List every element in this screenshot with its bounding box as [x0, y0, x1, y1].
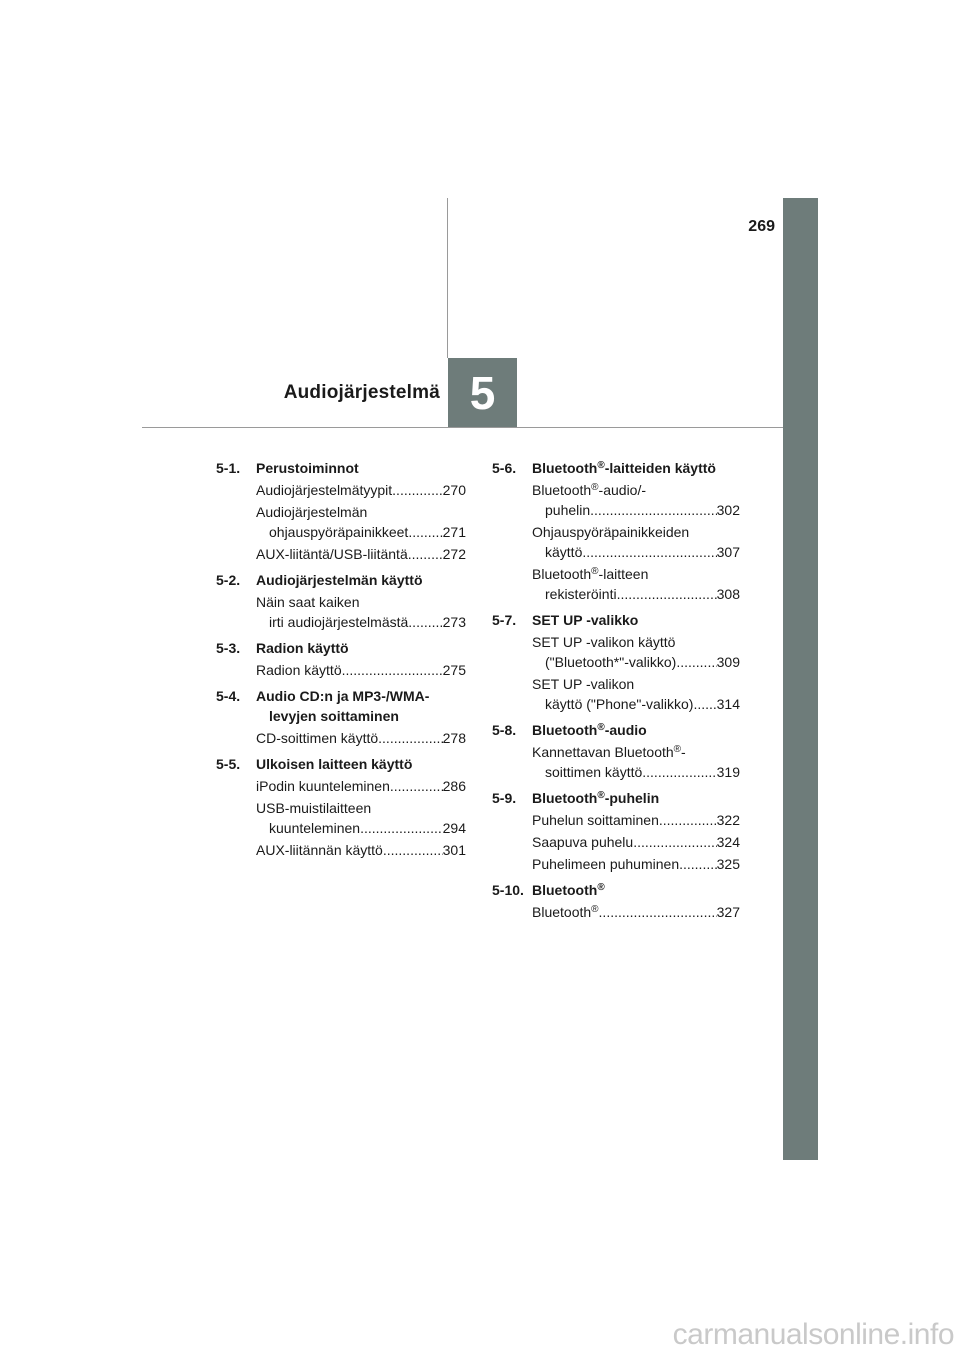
dot-leader [582, 542, 716, 562]
section-heading [216, 754, 466, 774]
toc-section [492, 720, 740, 782]
page-number: 269 [748, 218, 775, 235]
watermark: carmanualsonline.info [672, 1318, 954, 1351]
section-title [532, 788, 740, 808]
entry-line [532, 762, 740, 782]
entry-line [532, 500, 740, 520]
toc-entry [256, 660, 466, 680]
text-part: Bluetooth [532, 904, 592, 920]
entry-page-number: 272 [442, 546, 466, 562]
registered-mark: ® [591, 482, 599, 493]
registered-mark: ® [597, 460, 605, 471]
entry-text [532, 902, 599, 922]
entry-page-number: 327 [716, 904, 740, 920]
text-part: -audio [604, 722, 647, 738]
entry-line [532, 542, 740, 562]
text-part: -puhelin [604, 790, 660, 806]
entry-page-number: 275 [442, 662, 466, 678]
section-heading [492, 788, 740, 808]
toc-entry [532, 832, 740, 852]
toc-entry [256, 728, 466, 748]
entry-line [256, 818, 466, 838]
entry-text: irti audiojärjestelmästä [269, 614, 409, 630]
toc-section [492, 458, 740, 604]
section-number: 5-5. [216, 756, 241, 772]
dot-leader [342, 660, 443, 680]
text-part: Bluetooth [532, 482, 592, 498]
entry-line [532, 810, 740, 830]
text-part: Bluetooth [532, 566, 592, 582]
entry-page-number: 302 [716, 502, 740, 518]
entry-text: ("Bluetooth*"-valikko) [545, 654, 677, 670]
entry-page-number: 278 [442, 730, 466, 746]
entry-text: käyttö ("Phone"-valikko) [545, 696, 694, 712]
section-heading [492, 610, 740, 630]
dot-leader [679, 854, 717, 874]
section-number: 5-3. [216, 640, 241, 656]
toc-left-column [216, 458, 466, 866]
dot-leader [390, 776, 443, 796]
dot-leader [693, 694, 716, 714]
entry-text: käyttö [545, 544, 583, 560]
text-part: - [681, 744, 686, 760]
section-number: 5-10. [492, 882, 524, 898]
entry-line [256, 480, 466, 500]
entry-line [256, 522, 466, 542]
toc-entry [256, 840, 466, 860]
toc-section [216, 570, 466, 632]
entry-text: Puhelun soittaminen [532, 812, 659, 828]
toc-right-column [492, 458, 740, 928]
dot-leader [642, 762, 716, 782]
section-title: Perustoiminnot [256, 460, 359, 476]
toc-section [216, 754, 466, 860]
toc-entry [256, 592, 466, 632]
section-heading [216, 458, 466, 478]
entry-page-number: 271 [442, 524, 466, 540]
entry-page-number: 314 [716, 696, 740, 712]
toc-entry [256, 480, 466, 500]
entry-first-line: SET UP -valikon [532, 676, 635, 692]
entry-first-line [532, 480, 740, 500]
section-heading [492, 458, 740, 478]
section-title [532, 880, 740, 900]
text-part: -laitteiden käyttö [604, 460, 716, 476]
registered-mark: ® [591, 566, 599, 577]
entry-line [256, 728, 466, 748]
entry-text: Audiojärjestelmätyypit [256, 482, 393, 498]
toc-section [492, 788, 740, 874]
toc-entry [532, 742, 740, 782]
toc-entry [532, 902, 740, 922]
entry-line [532, 652, 740, 672]
entry-text: AUX-liitännän käyttö [256, 842, 383, 858]
chapter-side-tab [783, 198, 818, 1160]
entry-text: puhelin [545, 502, 591, 518]
section-number: 5-8. [492, 722, 517, 738]
dot-leader [392, 480, 442, 500]
text-part: Bluetooth [532, 722, 598, 738]
entry-line [256, 776, 466, 796]
horizontal-rule [142, 427, 783, 428]
entry-text: AUX-liitäntä/USB-liitäntä [256, 546, 408, 562]
entry-text: ohjauspyöräpainikkeet [269, 524, 409, 540]
entry-text: kuunteleminen [269, 820, 361, 836]
toc-section [492, 610, 740, 714]
section-number: 5-9. [492, 790, 517, 806]
dot-leader [408, 544, 443, 564]
chapter-number-box [448, 358, 517, 427]
entry-page-number: 307 [716, 544, 740, 560]
toc-section [216, 458, 466, 564]
dot-leader [378, 728, 442, 748]
registered-mark: ® [597, 882, 605, 893]
entry-page-number: 325 [716, 856, 740, 872]
registered-mark: ® [591, 904, 599, 915]
section-title [532, 458, 740, 478]
entry-line [532, 832, 740, 852]
registered-mark: ® [597, 790, 605, 801]
registered-mark: ® [673, 744, 682, 755]
entry-text: Puhelimeen puhuminen [532, 856, 680, 872]
section-number: 5-4. [216, 688, 241, 704]
registered-mark: ® [597, 722, 605, 733]
entry-page-number: 294 [442, 820, 466, 836]
entry-line [532, 584, 740, 604]
entry-line [256, 612, 466, 632]
toc-entry [532, 522, 740, 562]
dot-leader [383, 840, 443, 860]
toc-entry [256, 776, 466, 796]
toc-entry [532, 564, 740, 604]
section-title [532, 720, 740, 740]
text-part: -audio/- [598, 482, 647, 498]
entry-line [256, 840, 466, 860]
section-heading [216, 686, 466, 726]
entry-page-number: 322 [716, 812, 740, 828]
vertical-rule [447, 198, 448, 358]
entry-text: CD-soittimen käyttö [256, 730, 379, 746]
entry-page-number: 286 [442, 778, 466, 794]
entry-page-number: 270 [442, 482, 466, 498]
toc-section [216, 686, 466, 748]
entry-line [256, 544, 466, 564]
toc-section [492, 880, 740, 922]
toc-entry [532, 854, 740, 874]
entry-line [532, 902, 740, 922]
chapter-title: Audiojärjestelmä [283, 382, 440, 403]
entry-first-line: Audiojärjestelmän [256, 504, 368, 520]
text-part: Bluetooth [532, 790, 598, 806]
entry-first-line [532, 564, 740, 584]
section-heading [216, 570, 466, 590]
dot-leader [599, 902, 717, 922]
section-title: Audio CD:n ja MP3-/WMA-levyjen soittaminen [256, 688, 430, 724]
entry-text: rekisteröinti [545, 586, 617, 602]
toc-entry [256, 502, 466, 542]
toc-entry [532, 810, 740, 830]
entry-line [256, 660, 466, 680]
entry-first-line: Ohjauspyöräpainikkeiden [532, 524, 690, 540]
entry-first-line [532, 742, 740, 762]
dot-leader [633, 832, 716, 852]
section-title: Radion käyttö [256, 640, 349, 656]
chapter-number: 5 [469, 366, 496, 419]
toc-entry [256, 798, 466, 838]
entry-text: iPodin kuunteleminen [256, 778, 390, 794]
dot-leader [590, 500, 716, 520]
section-heading [216, 638, 466, 658]
dot-leader [408, 612, 442, 632]
section-number: 5-7. [492, 612, 517, 628]
section-number: 5-6. [492, 460, 517, 476]
dot-leader [617, 584, 717, 604]
dot-leader [360, 818, 443, 838]
text-part: Bluetooth [532, 460, 598, 476]
entry-text: Saapuva puhelu [532, 834, 634, 850]
entry-first-line: SET UP -valikon käyttö [532, 634, 676, 650]
text-part: Kannettavan Bluetooth [532, 744, 674, 760]
entry-page-number: 308 [716, 586, 740, 602]
section-heading [492, 720, 740, 740]
toc-entry [256, 544, 466, 564]
entry-page-number: 301 [442, 842, 466, 858]
section-number: 5-2. [216, 572, 241, 588]
section-number: 5-1. [216, 460, 241, 476]
dot-leader [659, 810, 717, 830]
section-title: SET UP -valikko [532, 612, 639, 628]
section-title: Ulkoisen laitteen käyttö [256, 756, 413, 772]
text-part: -laitteen [598, 566, 649, 582]
text-part: Bluetooth [532, 882, 598, 898]
section-heading [492, 880, 740, 900]
entry-text: soittimen käyttö [545, 764, 643, 780]
entry-page-number: 273 [442, 614, 466, 630]
entry-first-line: USB-muistilaitteen [256, 800, 372, 816]
toc-entry [532, 674, 740, 714]
entry-page-number: 309 [716, 654, 740, 670]
entry-page-number: 319 [716, 764, 740, 780]
dot-leader [676, 652, 716, 672]
section-title: Audiojärjestelmän käyttö [256, 572, 423, 588]
entry-line [532, 694, 740, 714]
entry-line [532, 854, 740, 874]
toc-section [216, 638, 466, 680]
entry-page-number: 324 [716, 834, 740, 850]
dot-leader [408, 522, 442, 542]
toc-entry [532, 632, 740, 672]
entry-text: Radion käyttö [256, 662, 342, 678]
entry-first-line: Näin saat kaiken [256, 594, 360, 610]
toc-entry [532, 480, 740, 520]
